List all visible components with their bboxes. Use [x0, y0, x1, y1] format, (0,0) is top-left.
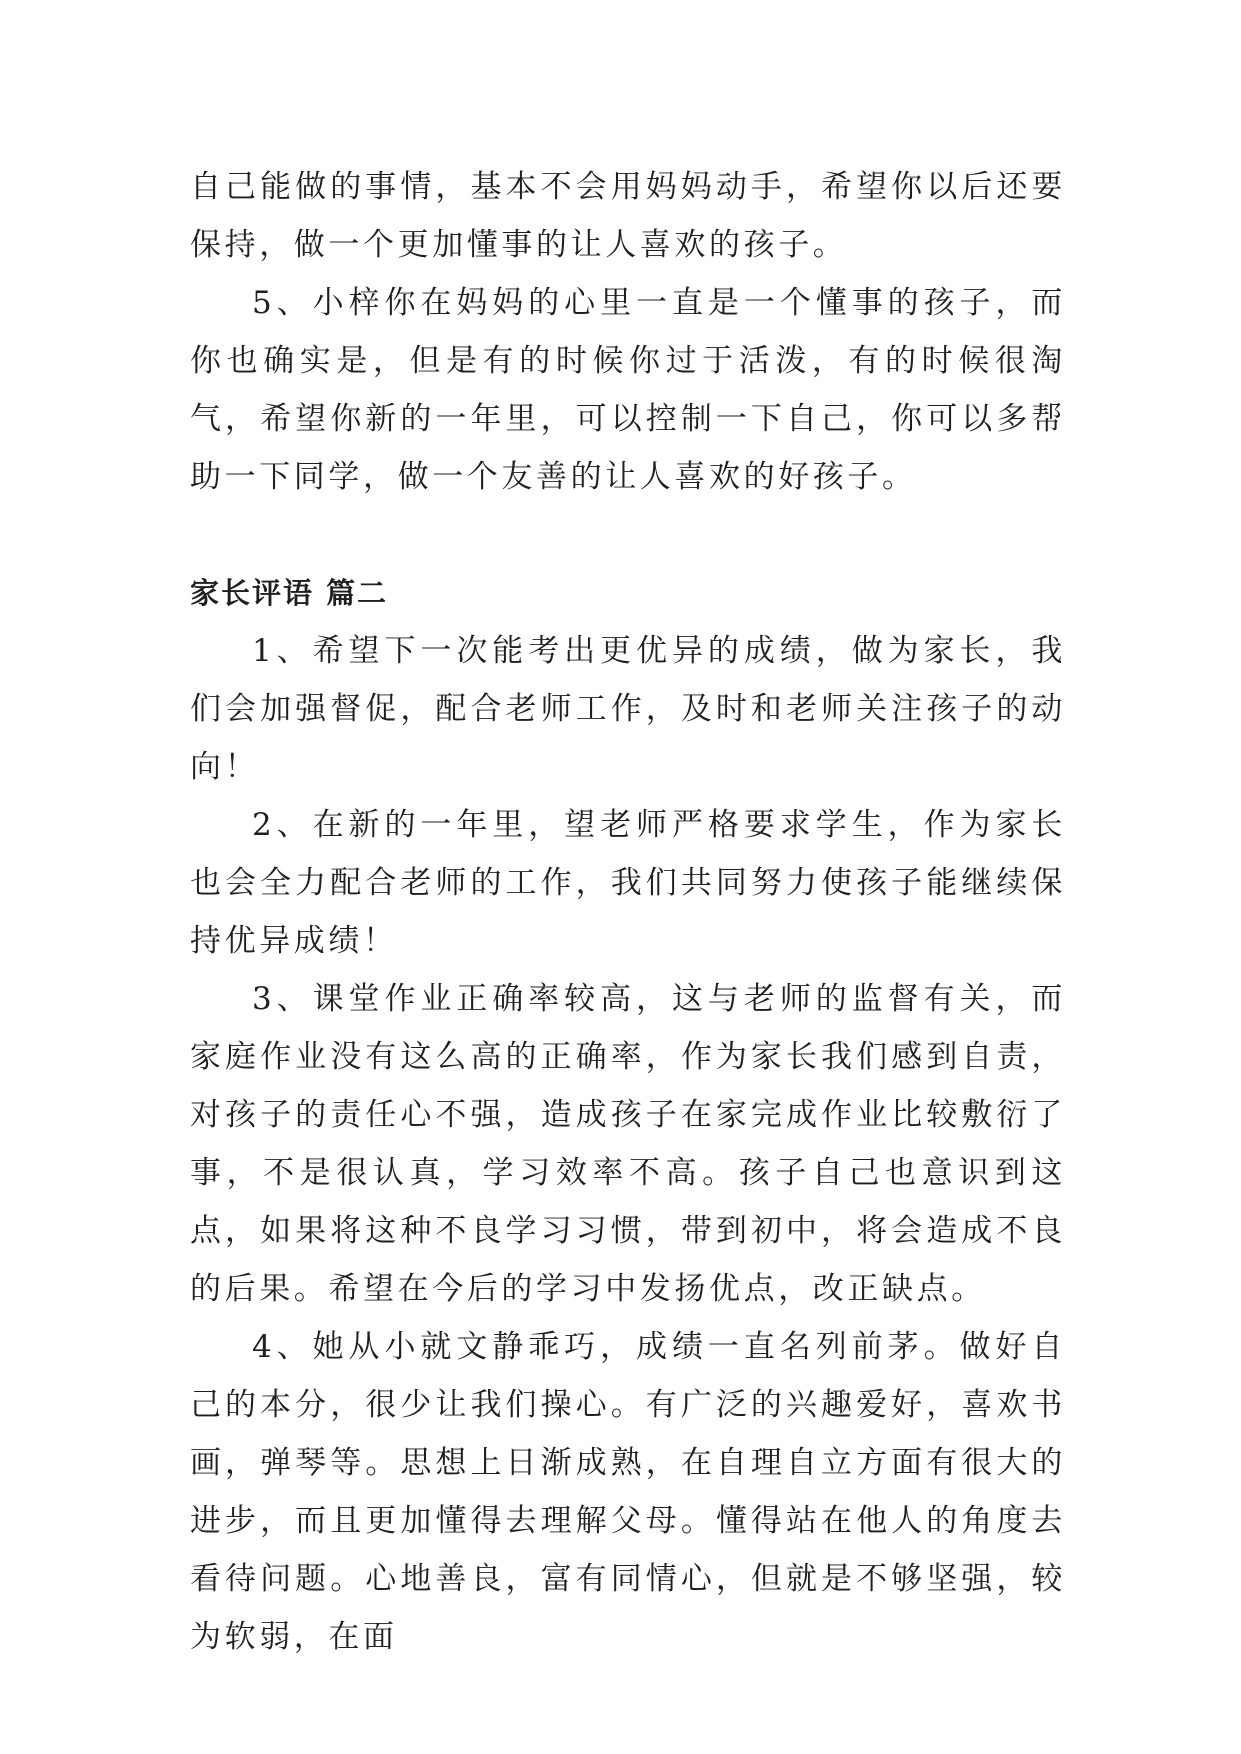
- paragraph-item-1: 1、希望下一次能考出更优异的成绩，做为家长，我们会加强督促，配合老师工作，及时和老师关注孩子的动向！: [190, 633, 1066, 785]
- paragraph-item-5: 5、小梓你在妈妈的心里一直是一个懂事的孩子，而你也确实是，但是有的时候你过于活泼，有的时候很淘气，希望你新的一年里，可以控制一下自己，你可以多帮助一下同学，做一个友善的让人喜欢的好孩子。: [190, 285, 1066, 495]
- paragraph-item-2: 2、在新的一年里，望老师严格要求学生，作为家长也会全力配合老师的工作，我们共同努力使孩子能继续保持优异成绩！: [190, 807, 1066, 959]
- paragraph-item-4: 4、她从小就文静乖巧，成绩一直名列前茅。做好自己的本分，很少让我们操心。有广泛的兴趣爱好，喜欢书画，弹琴等。思想上日渐成熟，在自理自立方面有很大的进步，而且更加懂得去理解父母。懂得站在他人的角度去看待问题。心地善良，富有同情心，但就是不够坚强，较为软弱，在面: [190, 1329, 1066, 1655]
- section-title: 家长评语 篇二: [190, 576, 389, 610]
- paragraph-continuation: 自己能做的事情，基本不会用妈妈动手，希望你以后还要保持，做一个更加懂事的让人喜欢的孩子。: [190, 169, 1066, 263]
- document-body: [190, 158, 1066, 1666]
- paragraph-item-3: 3、课堂作业正确率较高，这与老师的监督有关，而家庭作业没有这么高的正确率，作为家长我们感到自责，对孩子的责任心不强，造成孩子在家完成作业比较敷衍了事，不是很认真，学习效率不高。孩子自己也意识到这点，如果将这种不良学习习惯，带到初中，将会造成不良的后果。希望在今后的学习中发扬优点，改正缺点。: [190, 981, 1066, 1307]
